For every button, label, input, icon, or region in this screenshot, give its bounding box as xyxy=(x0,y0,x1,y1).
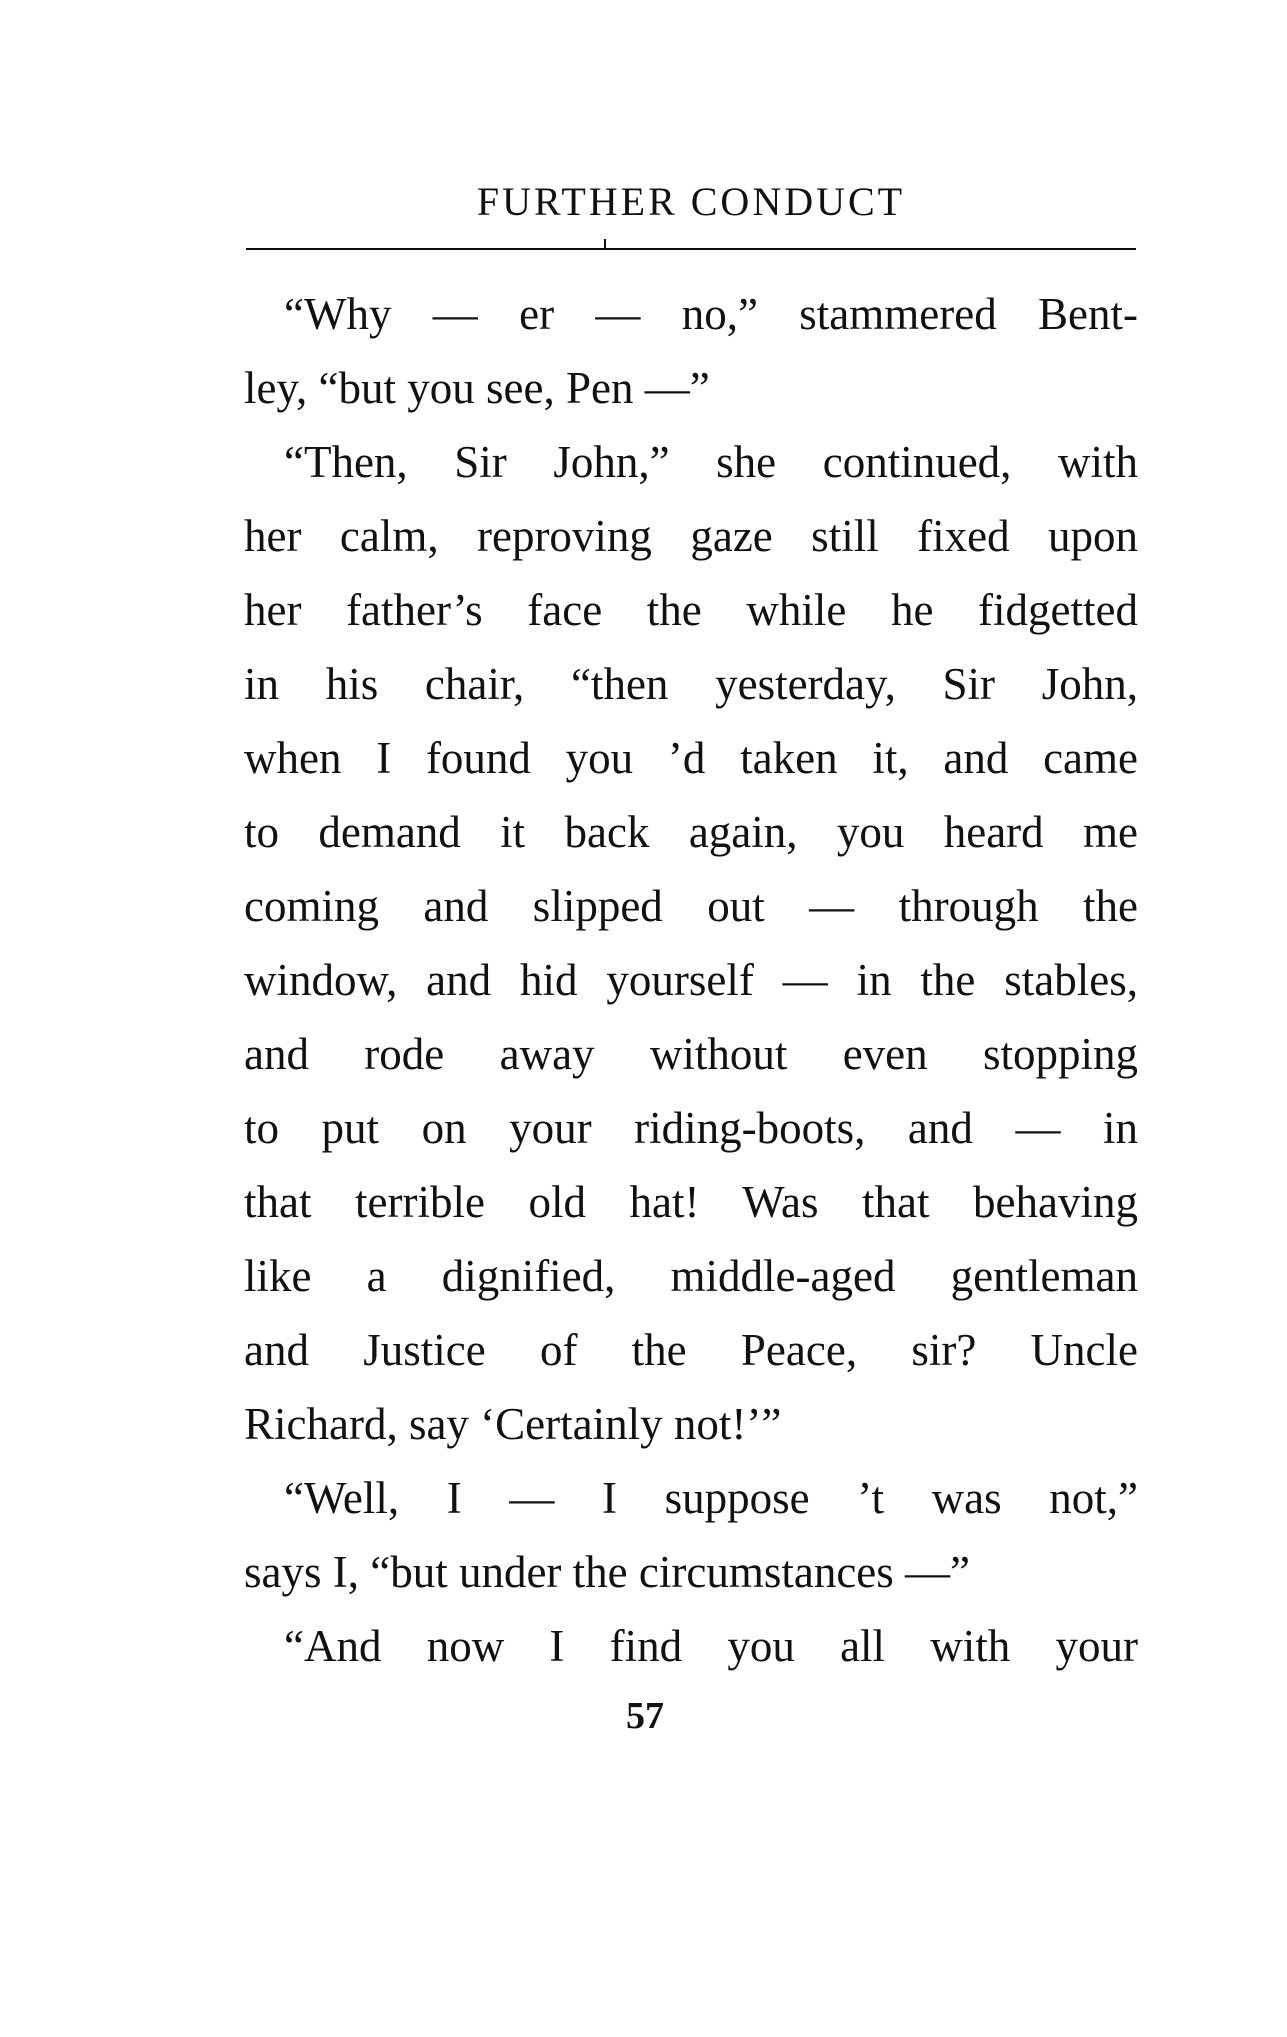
text-line: her calm, reproving gaze still fixed upon xyxy=(244,511,1138,561)
text-line: coming and slipped out — through the xyxy=(244,881,1138,931)
running-head: FURTHER CONDUCT xyxy=(476,179,906,224)
text-line: like a dignified, middle-aged gentleman xyxy=(244,1251,1138,1301)
text-line: “And now I find you all with your xyxy=(284,1621,1138,1671)
text-line: to demand it back again, you heard me xyxy=(244,807,1138,857)
text-line: her father’s face the while he fidgetted xyxy=(244,585,1138,635)
text-line: to put on your riding-boots, and — in xyxy=(244,1103,1138,1153)
text-line: says I, “but under the circumstances —” xyxy=(244,1547,970,1597)
text-line: Richard, say ‘Certainly not!’” xyxy=(244,1399,782,1449)
text-line: ley, “but you see, Pen —” xyxy=(244,363,710,413)
text-line: and rode away without even stopping xyxy=(244,1029,1138,1079)
head-rule-tick xyxy=(604,239,606,249)
text-line: in his chair, “then yesterday, Sir John, xyxy=(244,659,1138,709)
body-text xyxy=(244,277,1138,1683)
text-line: “Then, Sir John,” she continued, with xyxy=(284,437,1138,487)
text-line: “Well, I — I suppose ’t was not,” xyxy=(284,1473,1138,1523)
head-rule xyxy=(246,248,1136,250)
text-line: window, and hid yourself — in the stables, xyxy=(244,955,1138,1005)
text-line: “Why — er — no,” stammered Bent- xyxy=(284,289,1138,339)
text-line: that terrible old hat! Was that behaving xyxy=(244,1177,1138,1227)
text-line: when I found you ’d taken it, and came xyxy=(244,733,1138,783)
text-line: and Justice of the Peace, sir? Uncle xyxy=(244,1325,1138,1375)
page-number: 57 xyxy=(626,1695,664,1737)
